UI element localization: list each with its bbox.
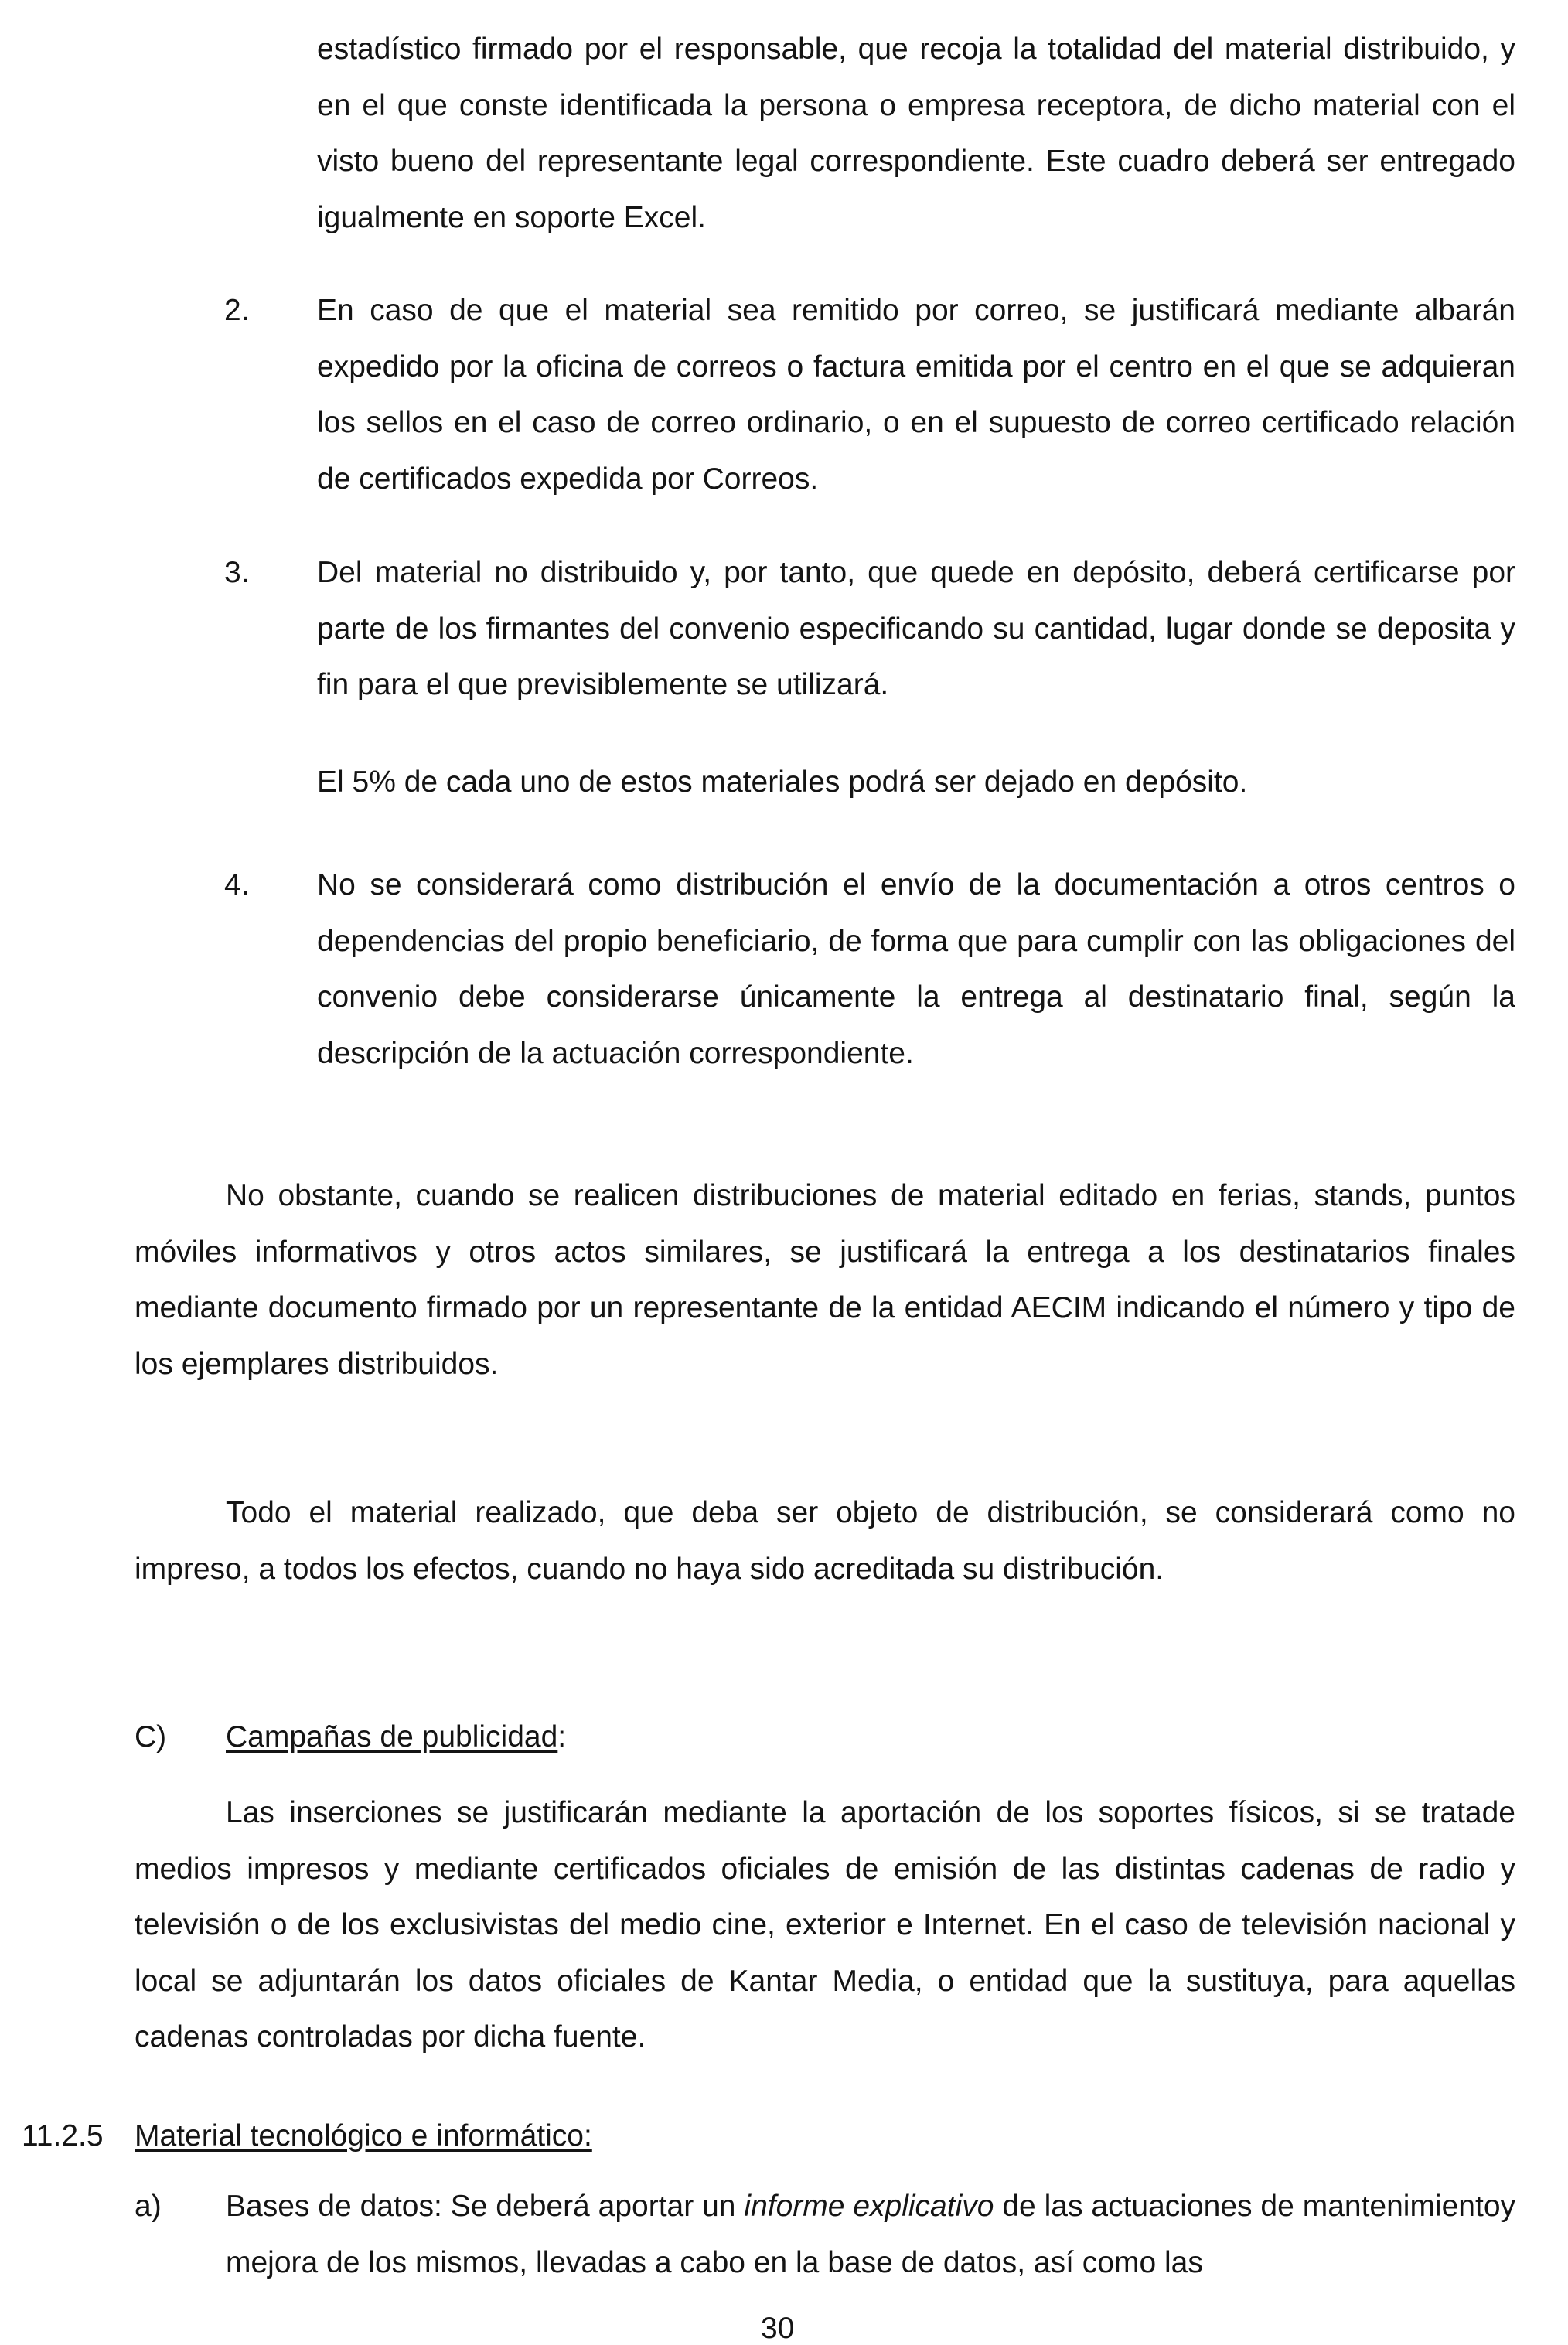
item-4-number: 4. xyxy=(224,868,250,902)
item-2-number: 2. xyxy=(224,294,250,327)
item-a-text-before: Bases de datos: Se deberá aportar un xyxy=(226,2190,745,2223)
item-4-text: No se considerará como distribución el envío de la documentación a otros centros o dependencias del propio beneficiario, de forma que para cumplir con las obligaciones del convenio debe considerarse únicamente la entrega al destinatario final, según la descripción de la actuación correspondiente. xyxy=(317,868,1515,1070)
section-c-letter: C) xyxy=(135,1720,167,1754)
item-3-text: Del material no distribuido y, por tanto, que quede en depósito, deberá certificarse por parte de los firmantes del convenio especificando su cantidad, lugar donde se deposita y fin para el que previsiblemente se utilizará. xyxy=(317,556,1515,701)
page-number xyxy=(761,2312,807,2345)
section-1125-title: Material tecnológico e informático: xyxy=(135,2119,592,2152)
item-3-number: 3. xyxy=(224,556,250,589)
item-a-text-italic: informe explicativo xyxy=(744,2190,994,2223)
section-c-heading xyxy=(226,1709,566,1766)
item-2-text: En caso de que el material sea remitido por correo, se justificará mediante albarán expedido por la oficina de correos o factura emitida por el centro en el que se adquieran los sellos en el caso de correo ordinario, o en el supuesto de correo certificado relación de certificados expedida por Correos. xyxy=(317,294,1515,496)
page-number-text: 30 xyxy=(761,2312,795,2345)
section-c-text: Las inserciones se justificarán mediante la aportación de los soportes físicos, si se tratade medios impresos y mediante certificados oficiales de emisión de las distintas cadenas de radio y televisión o de los exclusivistas del medio cine, exterior e Internet. En el caso de televisión nacional y local se adjuntarán los datos oficiales de Kantar Media, o entidad que la sustituya, para aquellas cadenas controladas por dicha fuente. xyxy=(135,1796,1515,2054)
item-a-text xyxy=(226,2179,1515,2291)
section-c-title: Campañas de publicidad xyxy=(226,1720,558,1754)
paragraph-todo-material: Todo el material realizado, que deba ser objeto de distribución, se considerará como no impreso, a todos los efectos, cuando no haya sido acreditada su distribución. xyxy=(135,1496,1515,1586)
item-3-note: El 5% de cada uno de estos materiales podrá ser dejado en depósito. xyxy=(317,765,1248,799)
section-1125-number: 11.2.5 xyxy=(22,2119,104,2152)
item-1-continuation-text: estadístico firmado por el responsable, que recoja la totalidad del material distribuido, y en el que conste identificada la persona o empresa receptora, de dicho material con el visto bueno del representante legal correspondiente. Este cuadro deberá ser entregado igualmente en soporte Excel. xyxy=(317,32,1515,234)
paragraph-no-obstante: No obstante, cuando se realicen distribuciones de material editado en ferias, stands, puntos móviles informativos y otros actos similares, se justificará la entrega a los destinatarios finales mediante documento firmado por un representante de la entidad AECIM indicando el número y tipo de los ejemplares distribuidos. xyxy=(135,1179,1515,1381)
item-a-text-after: de las actuaciones de mantenimientoy mejora de los mismos, llevadas a cabo en la base de datos, así como las xyxy=(226,2190,1516,2279)
section-c-colon: : xyxy=(557,1720,567,1754)
item-a-letter: a) xyxy=(135,2190,162,2223)
